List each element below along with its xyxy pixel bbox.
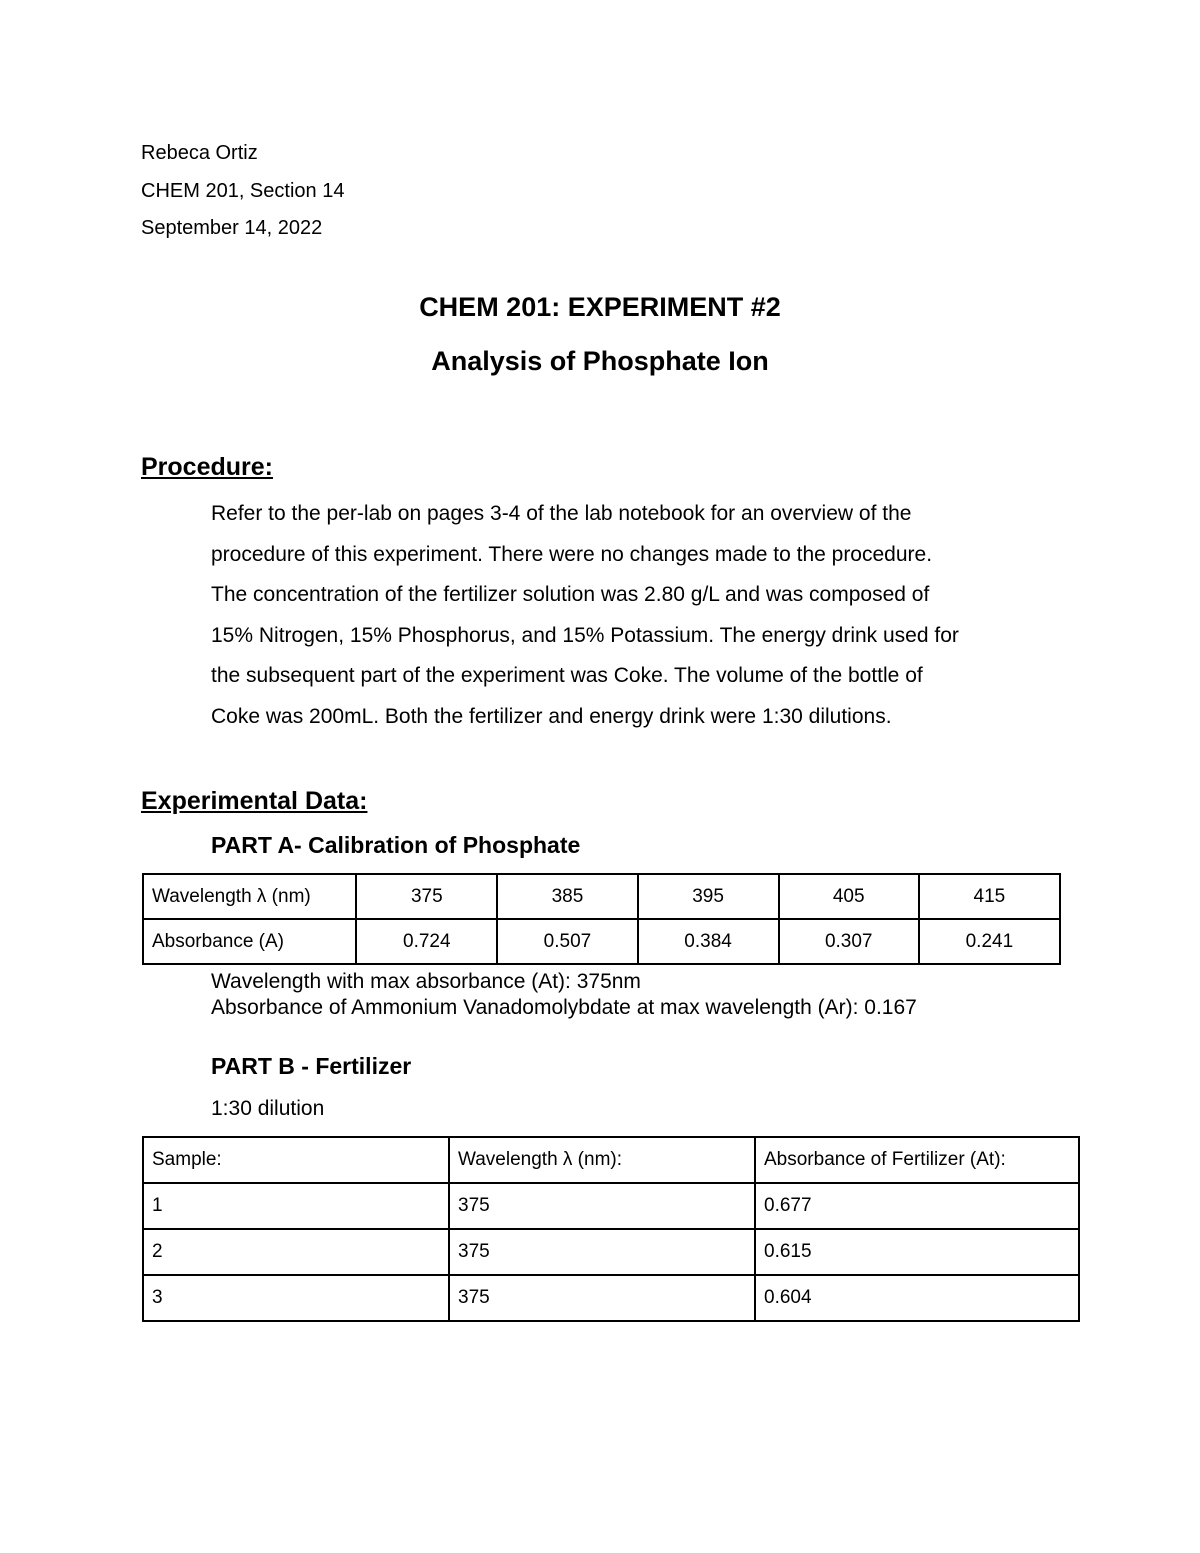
report-date: September 14, 2022 (141, 217, 323, 239)
table-cell: 375 (449, 1275, 755, 1321)
experimental-data-heading: Experimental Data: (141, 787, 368, 815)
fertilizer-table (142, 1136, 1080, 1322)
table-cell: Absorbance (A) (143, 919, 356, 964)
table-cell: 0.677 (755, 1183, 1079, 1229)
table-cell: Wavelength λ (nm): (449, 1137, 755, 1183)
max-absorbance-note: Wavelength with max absorbance (At): 375nm (211, 970, 641, 993)
table-cell: 0.384 (638, 919, 779, 964)
table-cell: Sample: (143, 1137, 449, 1183)
table-cell: 3 (143, 1275, 449, 1321)
calibration-table (142, 873, 1061, 965)
document-title: CHEM 201: EXPERIMENT #2 (419, 292, 781, 322)
table-cell: 415 (919, 874, 1060, 919)
dilution-note: 1:30 dilution (211, 1097, 325, 1120)
table-cell: 0.615 (755, 1229, 1079, 1275)
table-cell: 375 (356, 874, 497, 919)
procedure-line: The concentration of the fertilizer solution was 2.80 g/L and was composed of (211, 583, 930, 606)
table-cell: 375 (449, 1229, 755, 1275)
table-cell: Absorbance of Fertilizer (At): (755, 1137, 1079, 1183)
vanadomolybdate-note: Absorbance of Ammonium Vanadomolybdate at max wavelength (Ar): 0.167 (211, 996, 917, 1019)
table-row (143, 919, 1060, 964)
table-row (143, 874, 1060, 919)
table-cell: 1 (143, 1183, 449, 1229)
table-cell: 385 (497, 874, 637, 919)
part-a-heading: PART A- Calibration of Phosphate (211, 832, 581, 858)
procedure-line: procedure of this experiment. There were no changes made to the procedure. (211, 543, 933, 566)
table-row (143, 1275, 1079, 1321)
table-cell: 0.604 (755, 1275, 1079, 1321)
procedure-line: Coke was 200mL. Both the fertilizer and energy drink were 1:30 dilutions. (211, 705, 892, 728)
procedure-line: the subsequent part of the experiment was Coke. The volume of the bottle of (211, 664, 923, 687)
table-row (143, 1183, 1079, 1229)
document-subtitle: Analysis of Phosphate Ion (431, 346, 769, 376)
table-row (143, 1137, 1079, 1183)
part-b-heading: PART B - Fertilizer (211, 1053, 412, 1079)
table-cell: 0.724 (356, 919, 497, 964)
table-cell: 0.241 (919, 919, 1060, 964)
table-cell: Wavelength λ (nm) (143, 874, 356, 919)
table-cell: 405 (779, 874, 919, 919)
table-cell: 0.307 (779, 919, 919, 964)
table-cell: 375 (449, 1183, 755, 1229)
procedure-line: Refer to the per-lab on pages 3-4 of the lab notebook for an overview of the (211, 502, 912, 525)
table-cell: 2 (143, 1229, 449, 1275)
table-row (143, 1229, 1079, 1275)
table-cell: 395 (638, 874, 779, 919)
table-cell: 0.507 (497, 919, 637, 964)
course-section: CHEM 201, Section 14 (141, 180, 345, 202)
procedure-line: 15% Nitrogen, 15% Phosphorus, and 15% Potassium. The energy drink used for (211, 624, 959, 647)
author-name: Rebeca Ortiz (141, 142, 258, 164)
procedure-heading: Procedure: (141, 453, 273, 481)
